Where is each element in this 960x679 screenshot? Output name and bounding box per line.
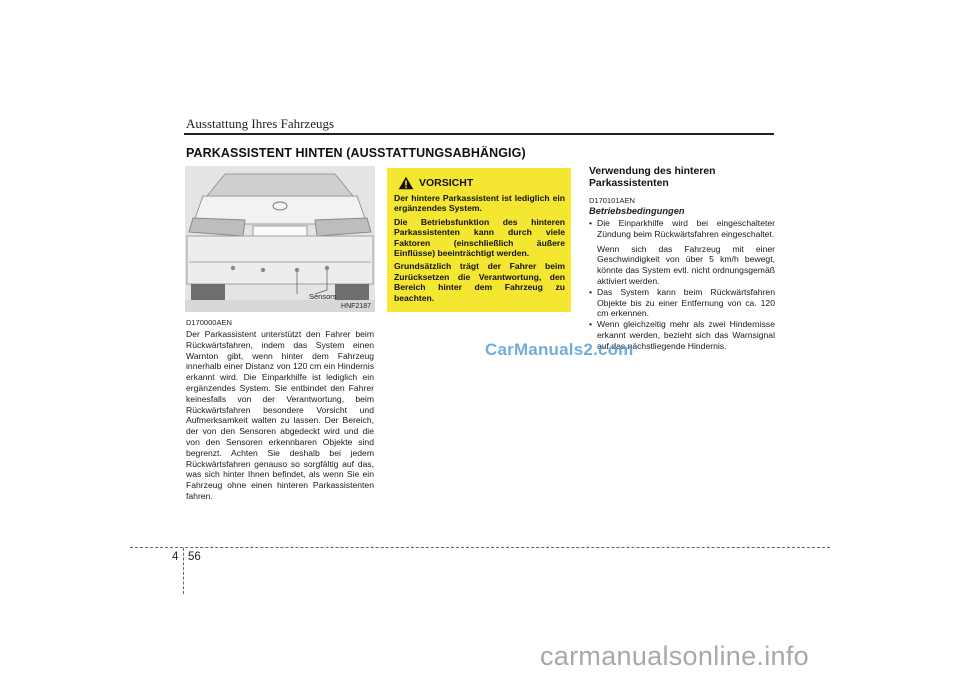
header-rule bbox=[184, 133, 774, 135]
car-rear-illustration bbox=[185, 166, 375, 312]
figure-code: HNF2187 bbox=[341, 303, 371, 310]
header-title: Ausstattung Ihres Fahrzeugs bbox=[186, 116, 335, 131]
site-watermark: carmanualsonline.info bbox=[540, 641, 809, 671]
usage-title: Verwendung des hinteren Parkassistenten bbox=[589, 166, 716, 189]
caution-paragraph: Grundsätzlich trägt der Fahrer beim Zurücksetzen die Verantwortung, den Bereich hinter dem Fahrzeug zu beachten. bbox=[394, 261, 565, 303]
caution-paragraph: Der hintere Parkassistent ist lediglich ein ergänzendes System. bbox=[394, 193, 565, 214]
list-item-text: Wenn gleichzeitig mehr als zwei Hindernisse erkannt werden, bezieht sich das Warnsignal auf das nächstliegende Hindernis. bbox=[597, 319, 775, 351]
chapter-number: 4 bbox=[172, 551, 179, 563]
conditions-list bbox=[589, 218, 775, 352]
operating-conditions-subtitle: Betriebsbedingungen bbox=[589, 206, 685, 216]
caution-paragraph: Die Betriebsfunktion des hinteren Parkassistenten kann durch viele Faktoren (einschließlich äußere Einflüsse) beeinträchtigt werden. bbox=[394, 216, 565, 259]
caution-box bbox=[387, 168, 571, 312]
usage-code: D170101AEN bbox=[589, 196, 635, 205]
page-number: 56 bbox=[188, 551, 201, 563]
footer-divider bbox=[130, 547, 830, 548]
intro-paragraph: Der Parkassistent unterstützt den Fahrer beim Rückwärtsfahren, indem das System einen Warnton gibt, wenn hinter dem Fahrzeug innerhalb einer Distanz von 120 cm ein Hindernis erkannt wird. Die Einparkhilfe ist lediglich ein ergänzendes System. Sie entbindet den Fahrer keinesfalls von der Verantwortung, beim Rückwärtsfahren besondere Vorsicht und Aufmerksamkeit walten zu lassen. Der Bereich, der von den Sensoren abgedeckt wird und die von den Sensoren erkennbaren Objekte sind begrenzt. Achten Sie deshalb bei jedem Rückwärtsfahren genauso so sorgfältig auf das, was sich hinter Ihnen befindet, als wenn Sie ein Fahrzeug ohne einen hinteren Parkassistenten fahren. bbox=[186, 329, 374, 501]
carmanuals-watermark: CarManuals2.com bbox=[485, 340, 634, 359]
list-item-continuation: Wenn sich das Fahrzeug mit einer Geschwindigkeit von über 5 km/h bewegt, könnte das System evtl. nicht ordnungsgemäß aktiviert werden. bbox=[597, 243, 775, 286]
list-item bbox=[589, 218, 775, 287]
list-item bbox=[589, 287, 775, 319]
sensors-label: Sensors bbox=[309, 292, 337, 301]
car-rear-figure bbox=[185, 166, 375, 312]
caution-title: VORSICHT bbox=[419, 177, 474, 189]
caution-header bbox=[398, 176, 565, 190]
list-item-text: Das System kann beim Rückwärtsfahren Objekte bis zu einer Entfernung von ca. 120 cm erkennen. bbox=[597, 286, 775, 319]
section-title: PARKASSISTENT HINTEN (AUSSTATTUNGSABHÄNGIG) bbox=[186, 146, 526, 160]
section-code: D170000AEN bbox=[186, 318, 232, 327]
list-item-text: Die Einparkhilfe wird bei eingeschalteter Zündung beim Rückwärtsfahren eingeschaltet. bbox=[597, 218, 775, 239]
footer-vertical-divider bbox=[183, 548, 184, 594]
warning-triangle-icon bbox=[398, 176, 414, 190]
